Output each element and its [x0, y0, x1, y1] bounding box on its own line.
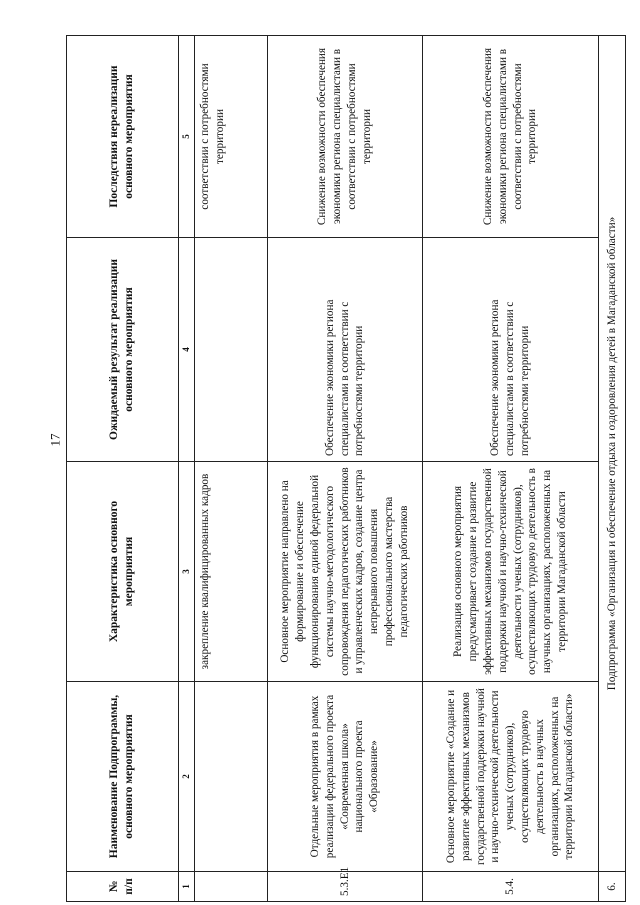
- row-consequences: Снижение возможности обеспечения экономики региона специалистами в соответствии с потребностями территории: [267, 36, 422, 238]
- header-characteristic: Характеристика основного мероприятия: [67, 462, 179, 682]
- row-consequences: Снижение возможности обеспечения экономики региона специалистами в соответствии с потребностями территории: [423, 36, 599, 238]
- subprogram-title: Подпрограмма «Организация и обеспечение отдыха и оздоровления детей в Магаданской области»: [599, 36, 626, 872]
- column-number: 4: [178, 238, 195, 462]
- row-num: 5.3.Е1: [267, 872, 422, 902]
- row-num: [195, 872, 267, 902]
- table-header-row: [67, 36, 179, 902]
- header-result: Ожидаемый результат реализации основного мероприятия: [67, 238, 179, 462]
- row-result: Обеспечение экономики региона специалистами в соответствии с потребностями территории: [423, 238, 599, 462]
- table-row: [267, 36, 422, 902]
- row-characteristic: Реализация основного мероприятия предусматривает создание и развитие эффективных механизмов государственной поддержки научной и научно-технической деятельности ученых (сотрудников), осуществляющих трудовую деятельность в научных организациях, расположенных на территории Магаданской области: [423, 462, 599, 682]
- column-number: 2: [178, 682, 195, 872]
- row-name: Основное мероприятие «Создание и развитие эффективных механизмов государственной поддержки научной и научно-технической деятельности ученых (сотрудников), осуществляющих трудовую деятельность в научных организациях, расположенных на территории Магаданской области»: [423, 682, 599, 872]
- subprogram-row: [599, 36, 626, 902]
- table-row: [423, 36, 599, 902]
- row-result: Обеспечение экономики региона специалистами в соответствии с потребностями территории: [267, 238, 422, 462]
- row-characteristic: закрепление квалифицированных кадров: [195, 462, 267, 682]
- header-consequences: Последствия нереализации основного мероприятия: [67, 36, 179, 238]
- column-number: 3: [178, 462, 195, 682]
- header-name: Наименование Подпрограммы, основного мероприятия: [67, 682, 179, 872]
- row-name: [195, 682, 267, 872]
- page-number: 17: [47, 433, 63, 447]
- row-characteristic: Основное мероприятие направлено на формирование и обеспечение функционирования единой федеральной системы научно-методологического сопровождения педагогических работников и управленческих кадров, создание центра непрерывного повышения профессионального мастерства педагогических работников: [267, 462, 422, 682]
- table-row: [195, 36, 267, 902]
- row-num: 5.4.: [423, 872, 599, 902]
- row-consequences: соответствии с потребностями территории: [195, 36, 267, 238]
- column-numbers-row: [178, 36, 195, 902]
- program-activities-table: [66, 35, 626, 902]
- row-name: Отдельные мероприятия в рамках реализации федерального проекта «Современная школа» национального проекта «Образование»: [267, 682, 422, 872]
- rotated-table-wrapper: [66, 36, 626, 902]
- column-number: 5: [178, 36, 195, 238]
- column-number: 1: [178, 872, 195, 902]
- row-result: [195, 238, 267, 462]
- subprogram-num: 6.: [599, 872, 626, 902]
- header-num: № п/п: [67, 872, 179, 902]
